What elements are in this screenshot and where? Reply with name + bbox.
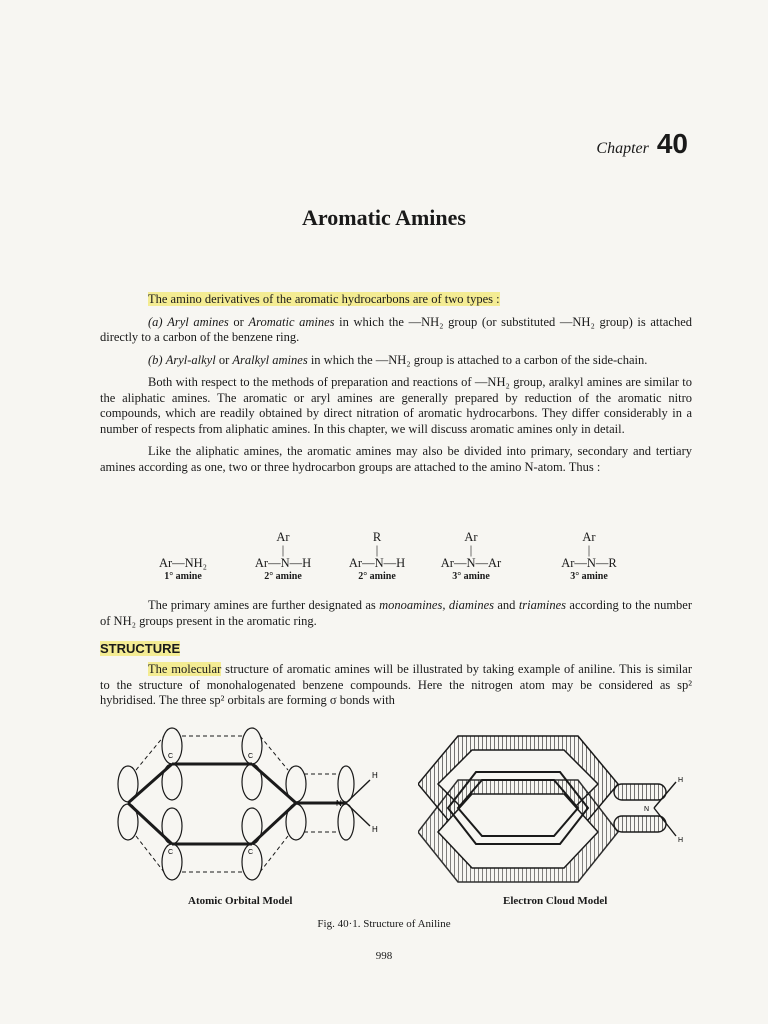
amine-substituent: R <box>372 530 382 544</box>
type-a-or: or <box>233 314 244 329</box>
type-a-text: in which the —NH₂ group (or substituted —NH₂ group) is attached directly to a carbon of the benzene ring. <box>100 314 692 344</box>
electron-cloud-caption: Electron Cloud Model <box>503 895 608 907</box>
structure-text <box>100 662 692 709</box>
n-h-bonds <box>346 780 370 826</box>
type-b-or: or <box>218 352 230 367</box>
amine-substituent: Ar <box>582 530 596 544</box>
amine-formula <box>332 530 422 582</box>
amine-type-label: 1° amine <box>164 571 202 582</box>
hydrogen-label: H <box>678 777 684 784</box>
hydrogen-label: H <box>678 837 684 844</box>
structure-heading: STRUCTURE <box>100 641 181 656</box>
designation-paragraph <box>100 598 692 629</box>
structure-paragraph <box>100 662 692 709</box>
figure-caption: Fig. 40·1. Structure of Aniline <box>317 918 451 930</box>
amine-substituent <box>138 530 228 544</box>
amine-formula <box>138 530 228 582</box>
type-a-marker: (a) <box>148 314 163 329</box>
type-b-text: in which the —NH₂ group is attached to a carbon of the side-chain. <box>310 352 648 367</box>
amine-main-formula: Ar—NH₂ <box>158 556 208 570</box>
amine-main-formula: Ar—N—R <box>561 556 617 570</box>
carbon-label: C <box>248 753 254 760</box>
carbon-label: C <box>248 849 254 856</box>
amine-main-formula: Ar—N—H <box>348 556 406 570</box>
term-aromatic-amines: Aromatic amines <box>248 314 335 329</box>
designation-end: according to the number of NH₂ groups present in the aromatic ring. <box>100 598 692 628</box>
term-triamines: triamines <box>518 598 567 612</box>
amine-substituent: Ar <box>276 530 290 544</box>
nitrogen-label: N <box>336 799 342 808</box>
term-aryl-amines: Aryl amines <box>167 314 229 329</box>
hydrogen-label: H <box>372 771 378 780</box>
amine-formula <box>426 530 516 582</box>
bond-line: | <box>375 543 379 557</box>
carbon-label: C <box>168 753 174 760</box>
term-aralkyl-amines: Aralkyl amines <box>232 352 308 367</box>
intro-highlight: The amino derivatives of the aromatic hydrocarbons are of two types : <box>148 292 500 306</box>
chapter-label: Chapter <box>596 140 649 157</box>
term-diamines: diamines <box>448 598 494 612</box>
bond-line: | <box>281 543 285 557</box>
amine-type-label: 3° amine <box>452 571 490 582</box>
amine-type-label: 2° amine <box>358 571 396 582</box>
amine-main-formula: Ar—N—Ar <box>440 556 502 570</box>
structure-body: structure of aromatic amines will be illustrated by taking example of aniline. This is similar to the structure of monohalogenated benzene compounds. Here the nitrogen atom may be considered as sp² hybridised. The three sp² orbitals are forming σ bonds with <box>100 662 692 707</box>
chapter-header <box>596 128 688 160</box>
amine-type-label: 2° amine <box>264 571 302 582</box>
electron-cloud-model-figure <box>418 732 698 887</box>
term-monoamines: monoamines, <box>379 598 446 612</box>
page-number: 998 <box>375 950 393 962</box>
chapter-number: 40 <box>656 128 688 159</box>
designation-text <box>100 598 692 629</box>
type-b-paragraph <box>100 353 692 369</box>
and-word: and <box>497 598 516 612</box>
designation-start: The primary amines are further designated as <box>148 598 376 612</box>
bond-line: | <box>587 543 591 557</box>
amine-formulas <box>100 530 692 590</box>
bond-line <box>138 544 228 556</box>
amine-substituent: Ar <box>464 530 478 544</box>
intro-paragraph <box>100 292 692 308</box>
nitrogen-label: N <box>644 806 650 813</box>
page-title: Aromatic Amines <box>302 205 466 230</box>
hydrogen-label: H <box>372 825 378 834</box>
amine-formula <box>238 530 328 582</box>
amine-type-label: 3° amine <box>570 571 608 582</box>
carbon-label: C <box>168 849 174 856</box>
intro-section <box>100 292 692 482</box>
nitrogen-lone-pair-cloud <box>614 784 666 832</box>
amine-main-formula: Ar—N—H <box>254 556 312 570</box>
term-aryl-alkyl: Aryl-alkyl <box>165 352 216 367</box>
electron-cloud-lower <box>418 780 618 882</box>
paragraph-methods: Both with respect to the methods of preparation and reactions of —NH₂ group, aralkyl amines are similar to the aliphatic amines. The aromatic or aryl amines are generally prepared by reduction of the aromatic nitro compounds, which are readily obtained by direct nitration of aromatic hydrocarbons. They differ considerably in a number of respects from aliphatic amines. In this chapter, we will discuss aromatic amines only in detail. <box>100 375 692 436</box>
structure-highlight: The molecular <box>148 662 222 676</box>
atomic-orbital-model-figure <box>100 722 390 892</box>
bond-line: | <box>469 543 473 557</box>
type-a-paragraph <box>100 315 692 346</box>
type-b-marker: (b) <box>148 352 163 367</box>
atomic-orbital-caption: Atomic Orbital Model <box>188 895 293 907</box>
amine-formula <box>544 530 634 582</box>
paragraph-classification: Like the aliphatic amines, the aromatic amines may also be divided into primary, secondary and tertiary amines according as one, two or three hydrocarbon groups are attached to the amino N-atom. Thus : <box>100 444 692 474</box>
